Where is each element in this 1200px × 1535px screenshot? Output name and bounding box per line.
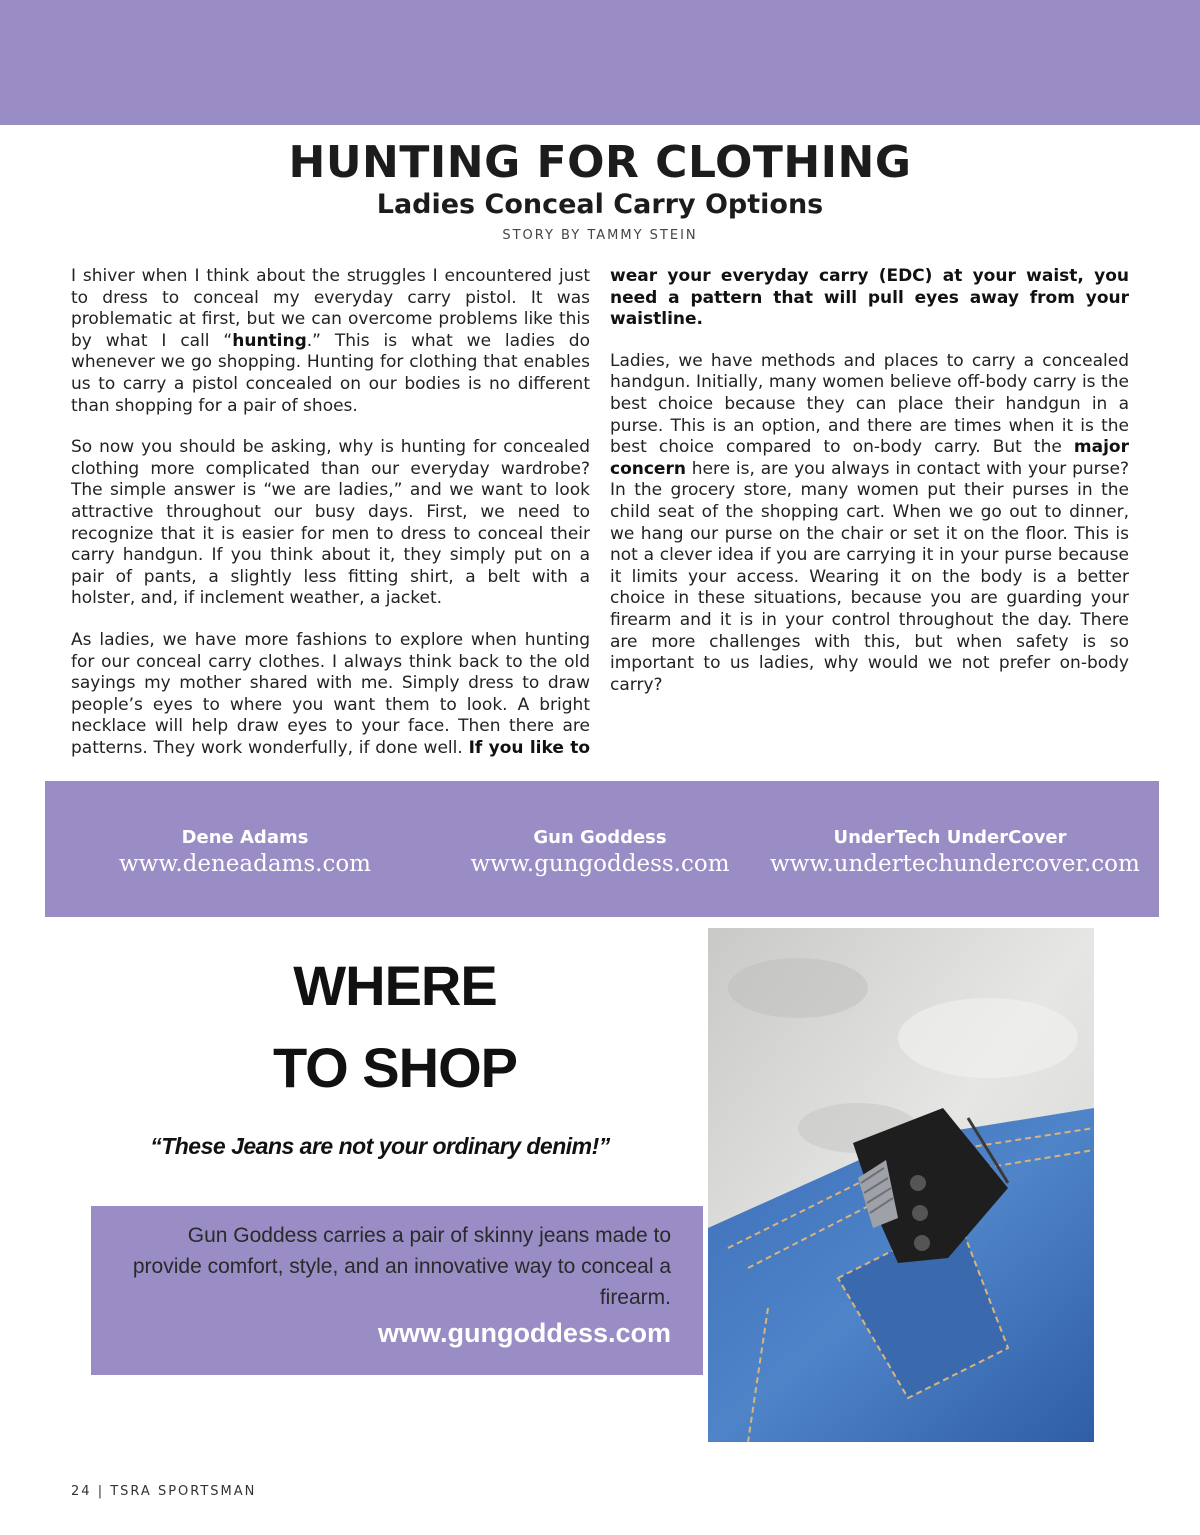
vendor-gun-goddess [465, 827, 735, 879]
page-number: 24 [71, 1484, 92, 1499]
vendor-url-link[interactable]: www.gungoddess.com [470, 851, 730, 877]
article-body [71, 266, 1129, 766]
footer-separator: | [97, 1484, 105, 1499]
publication-name: TSRA SPORTSMAN [110, 1484, 257, 1499]
jeans-holster-photo [708, 928, 1094, 1442]
vendor-band [45, 781, 1159, 917]
vendor-name: UnderTech UnderCover [833, 827, 1067, 848]
vendor-name: Gun Goddess [533, 827, 667, 848]
where-to-shop-heading [190, 945, 600, 1109]
paragraph-1-text-c: .” This is what we ladies do whenever we go shopping. Hunting for clothing that enables us to carry a pistol concealed on our bodies is no different than shopping for a pair of shoes. [71, 330, 590, 416]
vendor-url-link[interactable]: www.undertechundercover.com [770, 851, 1140, 877]
paragraph-2: So now you should be asking, why is hunting for concealed clothing more complicated than our everyday wardrobe? The simple answer is “we are ladies,” and we want to look attractive throughout our busy days. First, we need to recognize that it is easier for men to dress to conceal their carry handgun. If you think about it, they simply put on a pair of pants, a slightly less fitting shirt, a belt with a holster, and, if inclement weather, a jacket. [71, 437, 590, 609]
paragraph-4-emphasis: major concern [610, 437, 1129, 479]
top-color-band [0, 0, 1200, 125]
page-footer [71, 1484, 256, 1499]
vendor-undertech-undercover [770, 827, 1140, 879]
paragraph-1-emphasis: hunting [232, 330, 307, 351]
article-byline: STORY BY TAMMY STEIN [502, 228, 698, 243]
paragraph-4-text-a: Ladies, we have methods and places to carry a concealed handgun. Initially, many women believe off-body carry is the best choice because they can place their handgun in a purse. This is an option, and there are times when it is the best choice compared to on-body carry. But the [610, 350, 1129, 458]
promo-box [91, 1206, 703, 1375]
paragraph-1-text-a: I shiver when I think about the struggles I encountered just to dress to conceal my everyday carry pistol. It was problematic at first, but we can overcome problems like this by what I call “ [71, 266, 590, 351]
vendor-url-link[interactable]: www.deneadams.com [118, 851, 371, 877]
vendor-dene-adams [105, 827, 385, 879]
heading-line-1: WHERE [293, 954, 497, 1017]
article-title: HUNTING FOR CLOTHING [288, 137, 912, 188]
paragraph-4 [610, 351, 1129, 697]
paragraph-1 [71, 266, 590, 417]
promo-text: Gun Goddess carries a pair of skinny jeans made to provide comfort, style, and an innovative way to conceal a firearm. [132, 1224, 671, 1309]
paragraph-3-emphasis: If you like to wear your everyday carry (EDC) at your waist, you need a pattern that will pull eyes away from your waistline. [468, 266, 1129, 758]
paragraph-3-text-a: As ladies, we have more fashions to explore when hunting for our conceal carry clothes. I always think back to the old sayings my mother shared with me. Simply dress to draw people’s eyes to where you want them to look. A bright necklace will help draw eyes to your face. Then there are patterns. They work wonderfully, if done well. [71, 629, 590, 758]
heading-line-2: TO SHOP [272, 1036, 517, 1099]
paragraph-4-text-c: here is, are you always in contact with your purse? In the grocery store, many women put their purses in the child seat of the shopping cart. When we go out to dinner, we hang our purse on the chair or set it on the floor. This is not a clever idea if you are carrying it in your purse because it limits your access. Wearing it on the body is a better choice in these situations, because you are guarding your firearm and it is in your control throughout the day. There are more challenges with this, but when safety is so important to us ladies, why would we not prefer on-body carry? [610, 458, 1129, 695]
jeans-quote: “These Jeans are not your ordinary denim!” [150, 1133, 610, 1159]
promo-url-link[interactable]: www.gungoddess.com [377, 1318, 671, 1348]
article-header [0, 138, 1200, 243]
article-subtitle: Ladies Conceal Carry Options [376, 189, 824, 220]
vendor-name: Dene Adams [181, 827, 309, 848]
